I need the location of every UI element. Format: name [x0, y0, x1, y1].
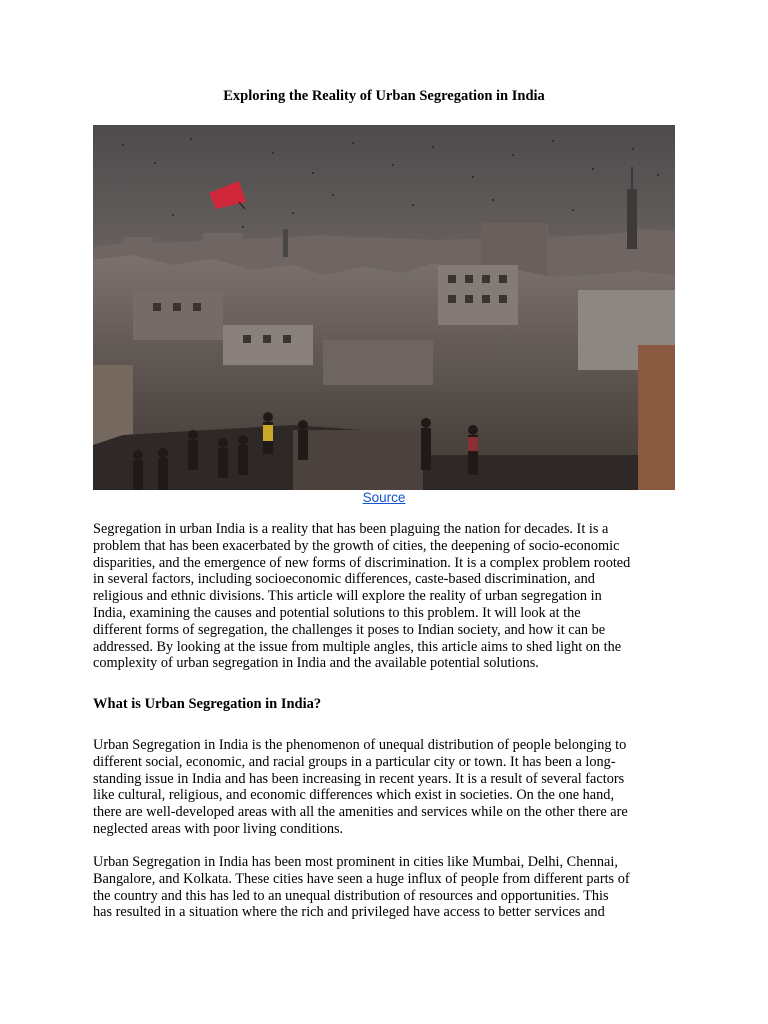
article-photo — [93, 125, 675, 490]
text-line: Urban Segregation in India is the phenomenon of unequal distribution of people belonging to — [93, 737, 627, 753]
article-title: Exploring the Reality of Urban Segregation in India — [223, 88, 545, 104]
text-line: different social, economic, and racial groups in a particular city or town. It has been a long- — [93, 753, 616, 770]
text-line: India, examining the causes and potential solutions to this problem. It will look at the — [93, 604, 581, 621]
text-line: standing issue in India and has been increasing in recent years. It is a result of several factors — [93, 770, 625, 787]
text-line: like cultural, religious, and economic differences which exist in societies. On the one hand, — [93, 787, 615, 804]
text-line: neglected areas with poor living conditions. — [93, 820, 344, 837]
text-line: has resulted in a situation where the rich and privileged have access to better services and — [93, 904, 605, 921]
text-line: problem that has been exacerbated by the growth of cities, the deepening of socio-economic — [93, 537, 620, 554]
text-line: complexity of urban segregation in India and the available potential solutions. — [93, 655, 539, 672]
text-line: addressed. By looking at the issue from multiple angles, this article aims to shed light on the — [93, 638, 622, 655]
text-line: disparities, and the emergence of new forms of discrimination. It is a complex problem rooted — [93, 554, 631, 571]
text-line: the country and this has led to an unequal distribution of resources and opportunities. This — [93, 887, 609, 904]
text-line: religious and ethnic divisions. This article will explore the reality of urban segregation in — [93, 588, 602, 605]
text-line: there are well-developed areas with all the amenities and services while on the other there are — [93, 804, 628, 821]
text-line: Urban Segregation in India has been most prominent in cities like Mumbai, Delhi, Chennai, — [93, 854, 618, 870]
intro-paragraph — [93, 521, 676, 672]
section-paragraph-2 — [93, 854, 676, 921]
text-line: Bangalore, and Kolkata. These cities have seen a huge influx of people from different parts of — [93, 870, 630, 887]
image-source-link[interactable]: Source — [362, 490, 406, 505]
section-paragraph-1 — [93, 737, 676, 838]
text-line: Segregation in urban India is a reality that has been plaguing the nation for decades. It is a — [93, 521, 609, 537]
text-line: in several factors, including socioeconomic differences, caste-based discrimination, and — [93, 571, 595, 588]
text-line: different forms of segregation, the challenges it poses to Indian society, and how it can be — [93, 621, 606, 638]
section-heading: What is Urban Segregation in India? — [93, 696, 322, 712]
